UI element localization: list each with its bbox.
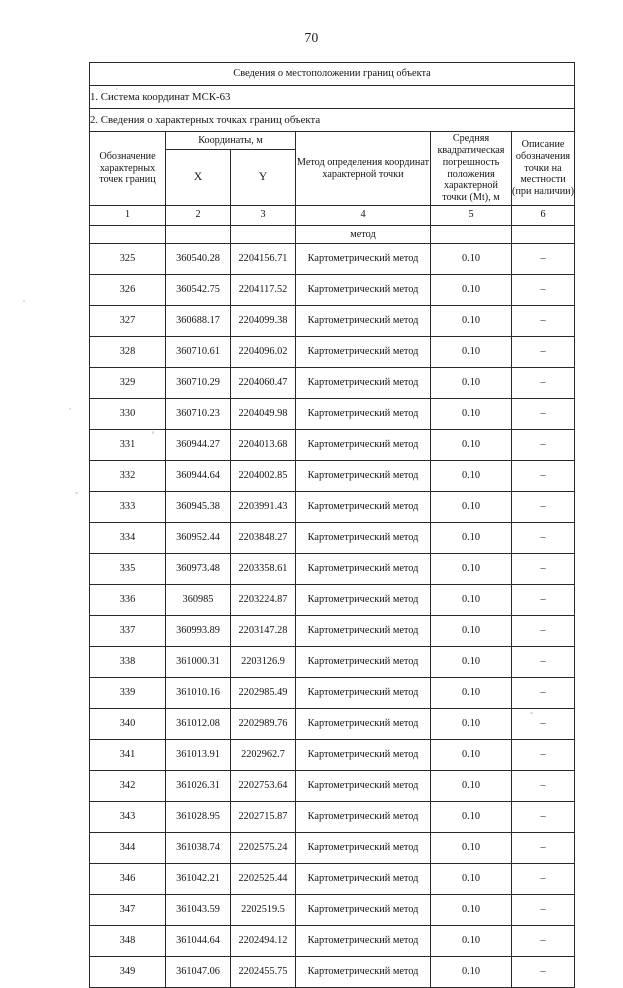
table-row — [90, 306, 575, 337]
section-coordinate-system: 1. Система координат МСК-63 — [90, 86, 575, 109]
cell-point-designation: 326 — [90, 275, 166, 306]
cell-mean-square-error: 0.10 — [431, 802, 512, 833]
cell-mean-square-error: 0.10 — [431, 957, 512, 988]
continuation-x — [166, 226, 231, 244]
cell-coordinate-y: 2202962.7 — [231, 740, 296, 771]
table-row — [90, 802, 575, 833]
cell-coordinate-y: 2204002.85 — [231, 461, 296, 492]
cell-coordinate-y: 2204156.71 — [231, 244, 296, 275]
table-row — [90, 368, 575, 399]
header-point-description: Описание обозначения точки на местности (при наличии) — [512, 132, 575, 206]
cell-description: – — [512, 585, 575, 616]
cell-description: – — [512, 771, 575, 802]
cell-mean-square-error: 0.10 — [431, 430, 512, 461]
cell-mean-square-error: 0.10 — [431, 275, 512, 306]
cell-method: Картометрический метод — [296, 306, 431, 337]
cell-coordinate-y: 2203126.9 — [231, 647, 296, 678]
cell-mean-square-error: 0.10 — [431, 926, 512, 957]
continuation-y — [231, 226, 296, 244]
cell-description: – — [512, 554, 575, 585]
cell-method: Картометрический метод — [296, 492, 431, 523]
table-row — [90, 957, 575, 988]
cell-method: Картометрический метод — [296, 275, 431, 306]
cell-method: Картометрический метод — [296, 244, 431, 275]
cell-point-designation: 349 — [90, 957, 166, 988]
cell-point-designation: 337 — [90, 616, 166, 647]
cell-description: – — [512, 864, 575, 895]
cell-coordinate-y: 2202715.87 — [231, 802, 296, 833]
cell-point-designation: 339 — [90, 678, 166, 709]
cell-description: – — [512, 399, 575, 430]
cell-coordinate-y: 2202519.5 — [231, 895, 296, 926]
cell-coordinate-y: 2204117.52 — [231, 275, 296, 306]
cell-coordinate-y: 2202989.76 — [231, 709, 296, 740]
cell-method: Картометрический метод — [296, 771, 431, 802]
table-row — [90, 430, 575, 461]
cell-method: Картометрический метод — [296, 585, 431, 616]
cell-point-designation: 330 — [90, 399, 166, 430]
cell-method: Картометрический метод — [296, 461, 431, 492]
cell-coordinate-x: 360944.64 — [166, 461, 231, 492]
cell-coordinate-x: 361043.59 — [166, 895, 231, 926]
header-determination-method: Метод определения координат характерной точки — [296, 132, 431, 206]
table-column-numbers-row — [90, 206, 575, 226]
cell-description: – — [512, 616, 575, 647]
table-row — [90, 554, 575, 585]
cell-coordinate-y: 2202985.49 — [231, 678, 296, 709]
table-row — [90, 647, 575, 678]
cell-mean-square-error: 0.10 — [431, 554, 512, 585]
table-row — [90, 740, 575, 771]
cell-method: Картометрический метод — [296, 647, 431, 678]
table-row — [90, 771, 575, 802]
cell-description: – — [512, 430, 575, 461]
cell-mean-square-error: 0.10 — [431, 523, 512, 554]
cell-mean-square-error: 0.10 — [431, 337, 512, 368]
cell-coordinate-y: 2203991.43 — [231, 492, 296, 523]
cell-mean-square-error: 0.10 — [431, 833, 512, 864]
cell-coordinate-y: 2202753.64 — [231, 771, 296, 802]
cell-coordinate-y: 2202525.44 — [231, 864, 296, 895]
cell-coordinate-x: 360973.48 — [166, 554, 231, 585]
table-row — [90, 709, 575, 740]
cell-coordinate-x: 361000.31 — [166, 647, 231, 678]
cell-point-designation: 332 — [90, 461, 166, 492]
cell-point-designation: 343 — [90, 802, 166, 833]
cell-point-designation: 335 — [90, 554, 166, 585]
cell-description: – — [512, 895, 575, 926]
cell-mean-square-error: 0.10 — [431, 492, 512, 523]
section-characteristic-points: 2. Сведения о характерных точках границ объекта — [90, 109, 575, 132]
table-section1-row — [90, 86, 575, 109]
cell-coordinate-x: 361044.64 — [166, 926, 231, 957]
cell-coordinate-y: 2204049.98 — [231, 399, 296, 430]
cell-coordinate-y: 2204099.38 — [231, 306, 296, 337]
cell-mean-square-error: 0.10 — [431, 864, 512, 895]
header-point-designation: Обозначение характерных точек границ — [90, 132, 166, 206]
cell-coordinate-x: 360540.28 — [166, 244, 231, 275]
cell-mean-square-error: 0.10 — [431, 585, 512, 616]
cell-coordinate-x: 360710.23 — [166, 399, 231, 430]
table-title-row — [90, 63, 575, 86]
cell-description: – — [512, 709, 575, 740]
cell-method: Картометрический метод — [296, 616, 431, 647]
column-number-2: 2 — [166, 206, 231, 226]
cell-method: Картометрический метод — [296, 833, 431, 864]
table-row — [90, 337, 575, 368]
table-row — [90, 492, 575, 523]
cell-point-designation: 325 — [90, 244, 166, 275]
cell-description: – — [512, 306, 575, 337]
cell-description: – — [512, 678, 575, 709]
cell-mean-square-error: 0.10 — [431, 709, 512, 740]
cell-point-designation: 329 — [90, 368, 166, 399]
table-data-body — [90, 244, 575, 988]
document-title: Сведения о местоположении границ объекта — [90, 63, 575, 86]
cell-mean-square-error: 0.10 — [431, 461, 512, 492]
cell-coordinate-x: 361038.74 — [166, 833, 231, 864]
continuation-error — [431, 226, 512, 244]
cell-coordinate-x: 361012.08 — [166, 709, 231, 740]
cell-description: – — [512, 647, 575, 678]
cell-mean-square-error: 0.10 — [431, 368, 512, 399]
table-row — [90, 833, 575, 864]
table-row — [90, 585, 575, 616]
cell-point-designation: 347 — [90, 895, 166, 926]
cell-method: Картометрический метод — [296, 523, 431, 554]
cell-description: – — [512, 368, 575, 399]
cell-method: Картометрический метод — [296, 337, 431, 368]
cell-point-designation: 342 — [90, 771, 166, 802]
cell-point-designation: 338 — [90, 647, 166, 678]
cell-mean-square-error: 0.10 — [431, 647, 512, 678]
cell-method: Картометрический метод — [296, 430, 431, 461]
continuation-point — [90, 226, 166, 244]
table-row — [90, 275, 575, 306]
cell-coordinate-x: 360710.61 — [166, 337, 231, 368]
cell-point-designation: 344 — [90, 833, 166, 864]
cell-mean-square-error: 0.10 — [431, 616, 512, 647]
cell-coordinate-x: 360944.27 — [166, 430, 231, 461]
cell-coordinate-x: 360985 — [166, 585, 231, 616]
cell-mean-square-error: 0.10 — [431, 740, 512, 771]
column-number-5: 5 — [431, 206, 512, 226]
cell-point-designation: 340 — [90, 709, 166, 740]
cell-point-designation: 331 — [90, 430, 166, 461]
cell-description: – — [512, 740, 575, 771]
table-row — [90, 461, 575, 492]
table-section2-row — [90, 109, 575, 132]
cell-coordinate-y: 2203224.87 — [231, 585, 296, 616]
cell-method: Картометрический метод — [296, 864, 431, 895]
cell-method: Картометрический метод — [296, 368, 431, 399]
cell-point-designation: 341 — [90, 740, 166, 771]
table-row — [90, 895, 575, 926]
table-row — [90, 678, 575, 709]
table-row — [90, 523, 575, 554]
column-number-6: 6 — [512, 206, 575, 226]
cell-description: – — [512, 461, 575, 492]
cell-mean-square-error: 0.10 — [431, 771, 512, 802]
cell-mean-square-error: 0.10 — [431, 306, 512, 337]
cell-mean-square-error: 0.10 — [431, 678, 512, 709]
cell-coordinate-y: 2203848.27 — [231, 523, 296, 554]
cell-description: – — [512, 244, 575, 275]
cell-coordinate-y: 2204060.47 — [231, 368, 296, 399]
cell-description: – — [512, 523, 575, 554]
table-row — [90, 926, 575, 957]
cell-coordinate-x: 360688.17 — [166, 306, 231, 337]
cell-point-designation: 327 — [90, 306, 166, 337]
cell-coordinate-x: 361010.16 — [166, 678, 231, 709]
cell-point-designation: 336 — [90, 585, 166, 616]
page-number: 70 — [304, 30, 319, 45]
table-row — [90, 244, 575, 275]
table-row — [90, 864, 575, 895]
cell-description: – — [512, 833, 575, 864]
cell-coordinate-x: 360710.29 — [166, 368, 231, 399]
cell-coordinate-x: 360542.75 — [166, 275, 231, 306]
cell-description: – — [512, 802, 575, 833]
cell-method: Картометрический метод — [296, 802, 431, 833]
cell-method: Картометрический метод — [296, 709, 431, 740]
cell-coordinate-x: 361042.21 — [166, 864, 231, 895]
cell-method: Картометрический метод — [296, 926, 431, 957]
cell-coordinate-y: 2202494.12 — [231, 926, 296, 957]
cell-point-designation: 333 — [90, 492, 166, 523]
cell-method: Картометрический метод — [296, 957, 431, 988]
cell-point-designation: 346 — [90, 864, 166, 895]
cell-method: Картометрический метод — [296, 678, 431, 709]
cell-coordinate-x: 361013.91 — [166, 740, 231, 771]
cell-coordinate-y: 2203358.61 — [231, 554, 296, 585]
cell-mean-square-error: 0.10 — [431, 895, 512, 926]
cell-method: Картометрический метод — [296, 895, 431, 926]
cell-point-designation: 334 — [90, 523, 166, 554]
cell-coordinate-x: 361047.06 — [166, 957, 231, 988]
cell-description: – — [512, 957, 575, 988]
cell-coordinate-y: 2204096.02 — [231, 337, 296, 368]
cell-coordinate-x: 361028.95 — [166, 802, 231, 833]
cell-point-designation: 328 — [90, 337, 166, 368]
continuation-method: метод — [296, 226, 431, 244]
cell-coordinate-y: 2203147.28 — [231, 616, 296, 647]
header-mean-square-error: Средняя квадратическая погрешность положения характерной точки (Mt), м — [431, 132, 512, 206]
cell-coordinate-x: 360993.89 — [166, 616, 231, 647]
table-row — [90, 616, 575, 647]
cell-coordinate-y: 2204013.68 — [231, 430, 296, 461]
cell-coordinate-y: 2202575.24 — [231, 833, 296, 864]
cell-coordinate-x: 360952.44 — [166, 523, 231, 554]
table-row — [90, 399, 575, 430]
continuation-description — [512, 226, 575, 244]
cell-description: – — [512, 337, 575, 368]
cell-description: – — [512, 275, 575, 306]
table-header-row-1 — [90, 132, 575, 150]
cell-description: – — [512, 492, 575, 523]
cell-method: Картометрический метод — [296, 740, 431, 771]
header-coordinate-y: Y — [231, 150, 296, 206]
boundary-points-table — [89, 62, 575, 988]
cell-coordinate-y: 2202455.75 — [231, 957, 296, 988]
column-number-3: 3 — [231, 206, 296, 226]
cell-point-designation: 348 — [90, 926, 166, 957]
header-coordinate-x: X — [166, 150, 231, 206]
table-row-continuation — [90, 226, 575, 244]
cell-description: – — [512, 926, 575, 957]
cell-method: Картометрический метод — [296, 554, 431, 585]
header-coordinates-group: Координаты, м — [166, 132, 296, 150]
cell-mean-square-error: 0.10 — [431, 399, 512, 430]
column-number-4: 4 — [296, 206, 431, 226]
cell-coordinate-x: 361026.31 — [166, 771, 231, 802]
cell-coordinate-x: 360945.38 — [166, 492, 231, 523]
cell-method: Картометрический метод — [296, 399, 431, 430]
column-number-1: 1 — [90, 206, 166, 226]
cell-mean-square-error: 0.10 — [431, 244, 512, 275]
